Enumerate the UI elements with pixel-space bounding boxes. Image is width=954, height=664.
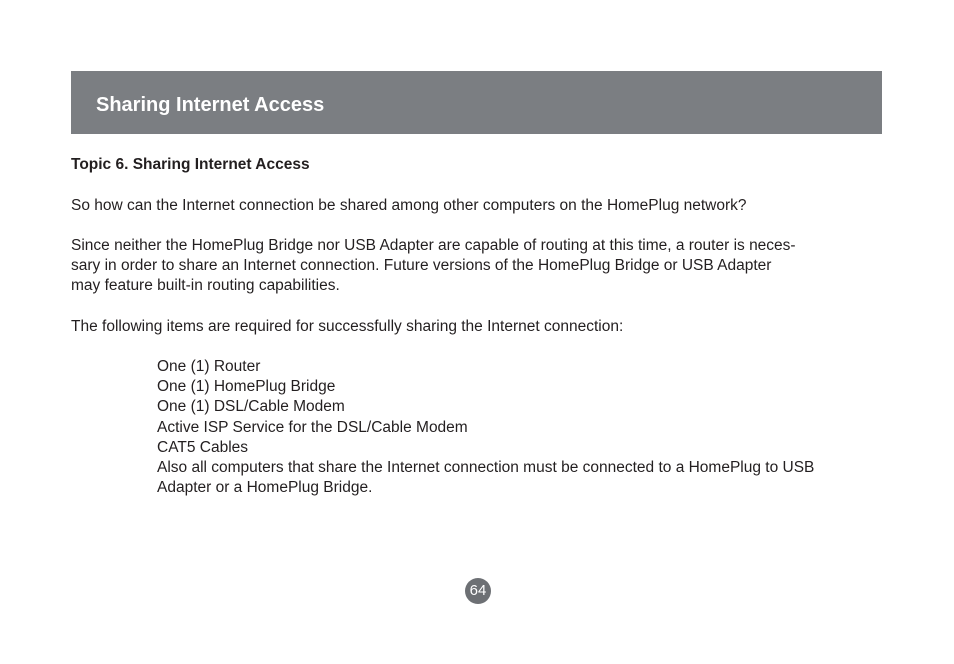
requirement-item: CAT5 Cables: [157, 438, 249, 456]
section-header-bar: [71, 71, 882, 134]
requirement-item: One (1) DSL/Cable Modem: [157, 398, 345, 416]
topic-heading: Topic 6. Sharing Internet Access: [71, 156, 310, 173]
explanation-line: Since neither the HomePlug Bridge nor USB Adapter are capable of routing at this time, a router is neces-: [71, 237, 796, 254]
question-paragraph: So how can the Internet connection be shared among other computers on the HomePlug network?: [71, 197, 747, 214]
requirement-item: One (1) HomePlug Bridge: [157, 378, 336, 396]
requirements-list: [157, 357, 857, 498]
requirements-intro: The following items are required for successfully sharing the Internet connection:: [71, 318, 624, 335]
requirement-item: Active ISP Service for the DSL/Cable Modem: [157, 418, 468, 436]
requirement-item: One (1) Router: [157, 358, 261, 375]
explanation-paragraph: [71, 236, 846, 296]
page-number-badge: 64: [465, 578, 491, 604]
explanation-line: sary in order to share an Internet connection. Future versions of the HomePlug Bridge or USB Adapter: [71, 257, 772, 274]
explanation-line: may feature built-in routing capabilities.: [71, 277, 340, 294]
requirement-item: Also all computers that share the Internet connection must be connected to a HomePlug to USB Adapter or a HomePlug Bridge.: [157, 459, 815, 497]
section-title: Sharing Internet Access: [96, 94, 325, 116]
